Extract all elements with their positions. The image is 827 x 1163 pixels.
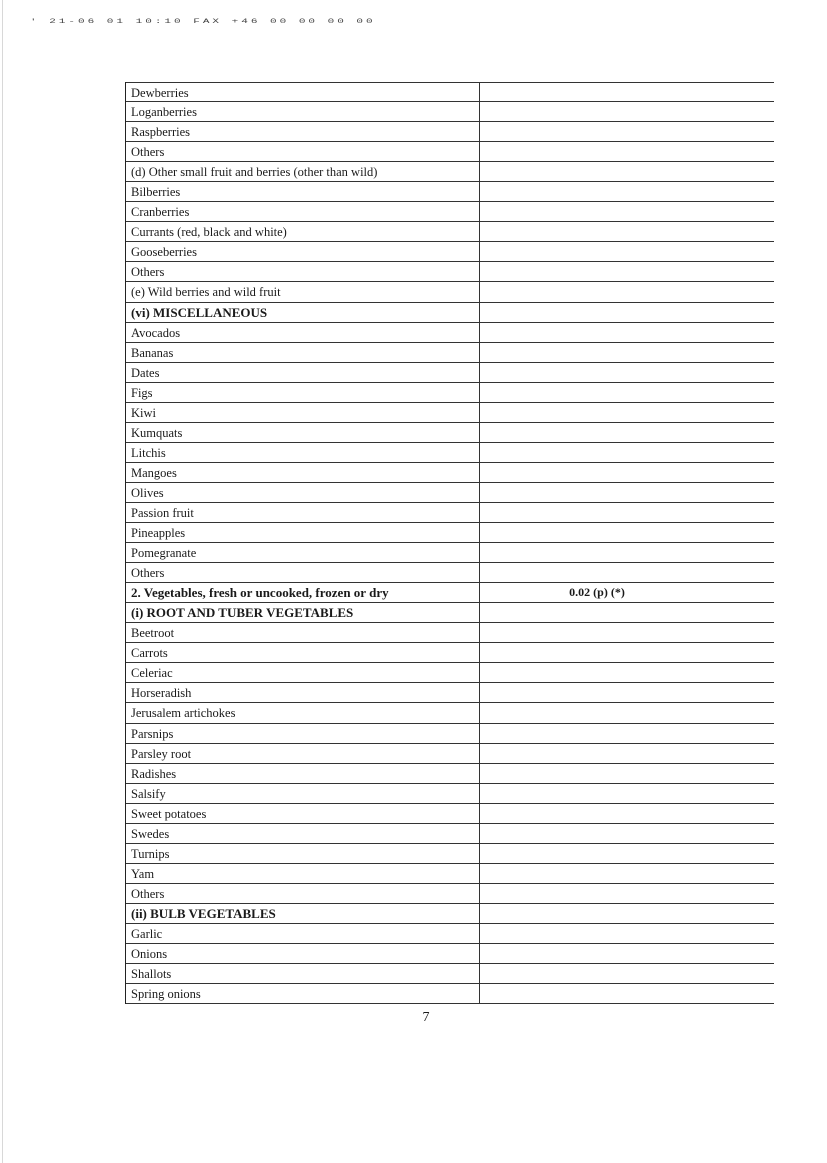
mrl-value-cell [479,483,774,502]
mrl-value-cell [479,403,774,422]
table-row [126,884,774,904]
mrl-value-cell [479,423,774,442]
mrl-value-cell [479,523,774,542]
table-row [126,142,774,162]
table-row [126,924,774,944]
table-row [126,824,774,844]
table-row [126,764,774,784]
mrl-value-cell [479,142,774,161]
product-name-cell: Turnips [131,846,170,861]
mrl-value-cell [479,563,774,582]
product-name-cell: Beetroot [131,626,175,641]
page-number: 7 [422,1010,430,1025]
table-row [126,603,774,623]
mrl-value-cell [479,623,774,642]
table-row [126,182,774,202]
product-name-cell: (d) Other small fruit and berries (other than wild) [131,165,378,180]
product-name-cell: Horseradish [131,686,192,701]
mrl-value-cell [479,884,774,903]
mrl-value-cell [479,202,774,221]
mrl-value-cell [479,683,774,702]
product-name-cell: Garlic [131,926,163,941]
product-name-cell: Others [131,265,165,280]
product-name-cell: 2. Vegetables, fresh or uncooked, frozen or dry [131,585,389,601]
mrl-value-cell [479,222,774,241]
mrl-value-cell [479,122,774,141]
table-row [126,583,774,603]
table-row [126,804,774,824]
mrl-value-cell [479,804,774,823]
table-row [126,724,774,744]
product-name-cell: Dates [131,365,160,380]
mrl-value-cell [479,83,774,101]
table-row [126,784,774,804]
table-row [126,563,774,583]
product-name-cell: Cranberries [131,205,190,220]
product-name-cell: Sweet potatoes [131,806,207,821]
product-name-cell: Radishes [131,766,177,781]
table-row [126,683,774,703]
product-name-cell: Olives [131,485,164,500]
table-row [126,663,774,683]
product-name-cell: Swedes [131,826,170,841]
mrl-value-cell [479,663,774,682]
mrl-value-cell [479,242,774,261]
mrl-value-cell [479,764,774,783]
table-row [126,363,774,383]
mrl-value-cell [479,964,774,983]
mrl-value-cell [479,343,774,362]
product-name-cell: Pomegranate [131,546,197,561]
table-row [126,282,774,302]
product-name-cell: Raspberries [131,125,191,140]
product-name-cell: Onions [131,947,168,962]
table-row [126,623,774,643]
table-row [126,744,774,764]
table-row [126,162,774,182]
table-row [126,122,774,142]
product-name-cell: Parsnips [131,726,174,741]
mrl-value-cell [479,303,774,322]
table-row [126,944,774,964]
product-name-cell: Passion fruit [131,505,194,520]
product-name-cell: Currants (red, black and white) [131,225,287,240]
product-name-cell: Celeriac [131,666,173,681]
table-row [126,523,774,543]
mrl-value-cell [479,844,774,863]
mrl-value-cell [479,924,774,943]
mrl-value-cell [479,162,774,181]
mrl-value-cell [479,603,774,622]
product-name-cell: Spring onions [131,987,201,1002]
mrl-value-cell [479,102,774,121]
mrl-value-cell [479,282,774,301]
product-name-cell: Figs [131,385,153,400]
mrl-value-cell [479,724,774,743]
table-row [126,503,774,523]
product-name-cell: Bilberries [131,185,181,200]
table-row [126,423,774,443]
product-name-cell: (i) ROOT AND TUBER VEGETABLES [131,605,354,621]
table-row [126,864,774,884]
product-name-cell: Dewberries [131,86,189,100]
table-row [126,904,774,924]
product-name-cell: Yam [131,866,155,881]
product-name-cell: Others [131,886,165,901]
product-name-cell: Mangoes [131,465,177,480]
table-row [126,844,774,864]
product-name-cell: Jerusalem artichokes [131,706,236,721]
table-row [126,202,774,222]
product-name-cell: Loganberries [131,105,197,120]
product-name-cell: Salsify [131,786,166,801]
product-name-cell: Shallots [131,967,172,982]
table-row [126,483,774,503]
product-name-cell: Kumquats [131,425,183,440]
mrl-value-cell [479,744,774,763]
product-name-cell: (e) Wild berries and wild fruit [131,285,281,300]
product-name-cell: Parsley root [131,746,192,761]
product-name-cell: Others [131,145,165,160]
mrl-value-cell [479,503,774,522]
table-row [126,82,774,102]
product-name-cell: Carrots [131,646,168,661]
mrl-value-cell [479,643,774,662]
product-name-cell: Bananas [131,345,174,360]
fax-header: ' 21-06 01 10:10 FAX +46 00 00 00 00 [30,18,376,26]
table-row [126,703,774,723]
table-row [126,443,774,463]
product-name-cell: Litchis [131,445,166,460]
table-row [126,964,774,984]
table-row [126,303,774,323]
mrl-value-cell [479,944,774,963]
table-row [126,984,774,1004]
table-row [126,643,774,663]
mrl-value-cell [479,443,774,462]
table-row [126,383,774,403]
scan-margin-line [2,0,3,1163]
mrl-value-cell: 0.02 (p) (*) [479,583,774,602]
mrl-value-cell [479,323,774,342]
product-name-cell: (vi) MISCELLANEOUS [131,304,268,320]
table-row [126,242,774,262]
mrl-value-cell [479,363,774,382]
mrl-value-cell [479,904,774,923]
product-name-cell: Pineapples [131,526,186,541]
table-row [126,463,774,483]
mrl-value-cell [479,984,774,1003]
table-row [126,403,774,423]
mrl-value-cell [479,703,774,722]
product-name-cell: Avocados [131,325,181,340]
mrl-value-cell [479,182,774,201]
table-row [126,323,774,343]
table-row [126,543,774,563]
mrl-value-cell [479,864,774,883]
table-row [126,343,774,363]
product-name-cell: Kiwi [131,405,156,420]
mrl-value-cell [479,543,774,562]
table-row [126,262,774,282]
mrl-value-cell [479,463,774,482]
mrl-value-cell [479,383,774,402]
mrl-value-cell [479,824,774,843]
product-name-cell: (ii) BULB VEGETABLES [131,905,276,921]
product-name-cell: Others [131,566,165,581]
mrl-value-cell [479,784,774,803]
mrl-value-cell [479,262,774,281]
table-row [126,222,774,242]
product-name-cell: Gooseberries [131,245,197,260]
residue-table [125,82,774,1004]
table-row [126,102,774,122]
